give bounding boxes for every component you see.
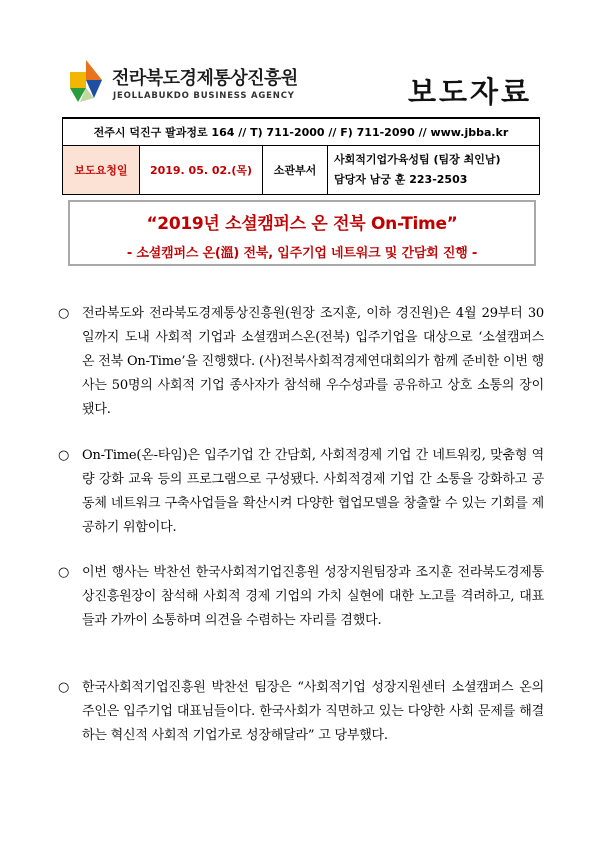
- paragraph-text: 한국사회적기업진흥원 박찬선 팀장은 “사회적기업 성장지원센터 소셜캠퍼스 온의 주인은 입주기업 대표님들이다. 한국사회가 직면하고 있는 다양한 사회 문제를 해결하는 혁신적 사회적 기업가로 성장해달라” 고 당부했다.: [82, 680, 544, 743]
- department-contact: 담당자 남궁 훈 223-2503: [334, 173, 468, 186]
- bullet-circle-icon: ○: [58, 306, 70, 321]
- department-team: 사회적기업가육성팀 (팀장 최인남): [334, 153, 501, 166]
- document-header: [0, 0, 600, 120]
- press-info-table: [62, 117, 540, 195]
- bullet-circle-icon: ○: [58, 448, 70, 463]
- body-paragraph-4: [58, 676, 544, 748]
- headline-box: [68, 200, 536, 266]
- paragraph-text: 전라북도와 전라북도경제통상진흥원(원장 조지훈, 이하 경진원)은 4월 29부터 30일까지 도내 사회적 기업과 소셜캠퍼스온(전북) 입주기업을 대상으로 ‘소셜캠퍼스 온 전북 On-Time’을 진행했다. (사)전북사회적경제연대회의가 함께 준비한 이번 행사는 50명의 사회적 기업 종사자가 참석해 우수성과를 공유하고 상호 소통의 장이 됐다.: [82, 306, 544, 417]
- request-date-label: 보도요청일: [63, 146, 140, 195]
- meta-row: [63, 146, 540, 195]
- document-type-title: 보도자료: [407, 75, 532, 109]
- body-paragraph-1: [58, 302, 544, 422]
- headline: “2019년 소셜캠퍼스 온 전북 On-Time”: [146, 214, 458, 234]
- request-date: 2019. 05. 02.(목): [140, 146, 263, 195]
- bullet-circle-icon: ○: [58, 680, 70, 695]
- body-paragraph-3: [58, 561, 544, 633]
- org-name-english: JEOLLABUKDO BUSINESS AGENCY: [113, 91, 295, 101]
- contact-info: 전주시 덕진구 팔과정로 164 // T) 711-2000 // F) 711-2090 // www.jbba.kr: [63, 118, 540, 146]
- paragraph-text: 이번 행사는 박찬선 한국사회적기업진흥원 성장지원팀장과 조지훈 전라북도경제통상진흥원장이 참석해 사회적 경제 기업의 가치 실현에 대한 노고를 격려하고, 대표들과 가까이 소통하며 의견을 수렴하는 자리를 겸했다.: [82, 565, 544, 628]
- bullet-circle-icon: ○: [58, 565, 70, 580]
- contact-row: [63, 118, 540, 146]
- agency-logo-icon: [66, 58, 106, 104]
- department-label: 소관부서: [263, 146, 328, 195]
- body-paragraph-2: [58, 444, 544, 540]
- subheadline: - 소셜캠퍼스 온(溫) 전북, 입주기업 네트워크 및 간담회 진행 -: [126, 246, 478, 261]
- paragraph-text: On-Time(온-타임)은 입주기업 간 간담회, 사회적경제 기업 간 네트워킹, 맞춤형 역량 강화 교육 등의 프로그램으로 구성됐다. 사회적경제 기업 간 소통을 강화하고 공동체 네트워크 구축사업들을 확산시켜 다양한 협업모델을 창출할 수 있는 기회를 제공하기 위함이다.: [82, 448, 544, 535]
- department-info: [328, 146, 540, 195]
- org-name: 전라북도경제통상진흥원: [112, 68, 298, 89]
